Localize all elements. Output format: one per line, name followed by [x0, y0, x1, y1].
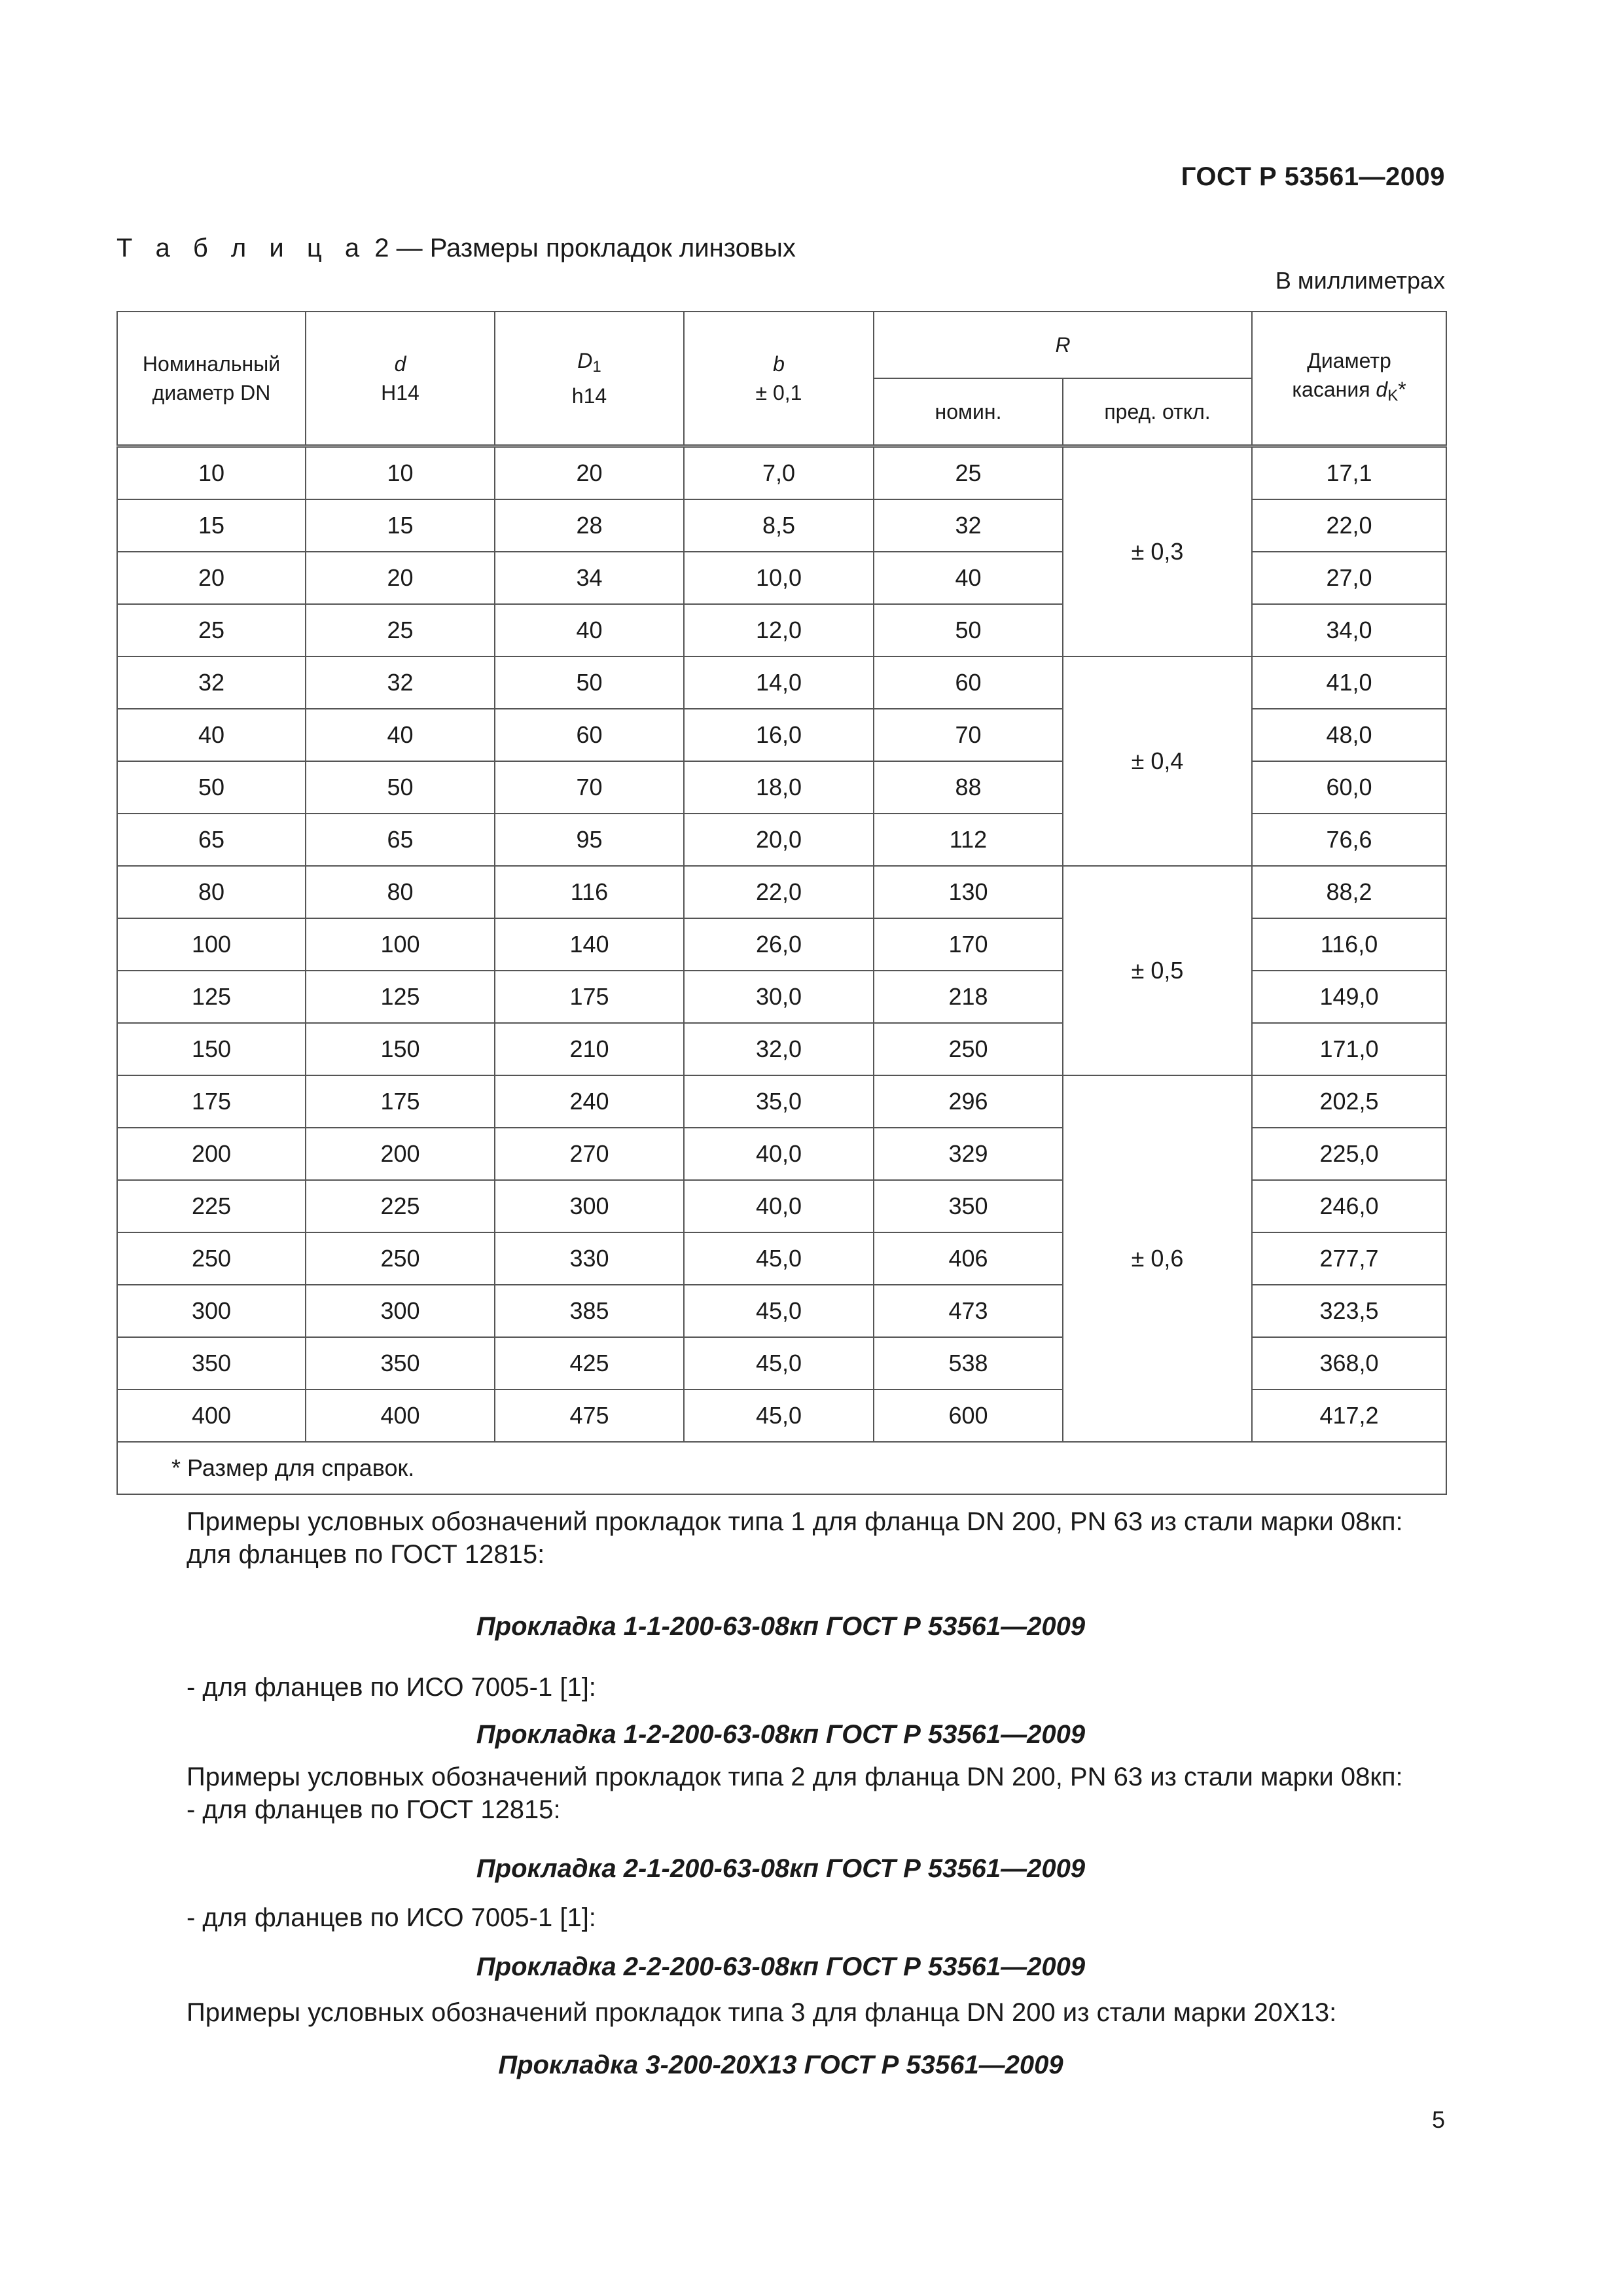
cell-b: 26,0 — [684, 918, 874, 971]
cell-dk: 17,1 — [1252, 446, 1446, 500]
cell-dn: 15 — [117, 499, 306, 552]
cell-dk: 368,0 — [1252, 1337, 1446, 1390]
cell-R-nominal: 25 — [874, 446, 1063, 500]
cell-dk: 76,6 — [1252, 814, 1446, 866]
cell-d: 65 — [306, 814, 495, 866]
cell-D1: 70 — [495, 761, 684, 814]
cell-b: 18,0 — [684, 761, 874, 814]
cell-D1: 385 — [495, 1285, 684, 1337]
cell-R-nominal: 170 — [874, 918, 1063, 971]
cell-D1: 28 — [495, 499, 684, 552]
cell-dn: 250 — [117, 1232, 306, 1285]
paragraph-iso-1: - для фланцев по ИСО 7005-1 [1]: — [187, 1673, 596, 1702]
header-b-tolerance: ± 0,1 — [755, 381, 802, 404]
units-label: В миллиметрах — [1275, 267, 1445, 294]
header-b — [684, 312, 874, 446]
table-body — [117, 446, 1446, 1443]
cell-dk: 202,5 — [1252, 1075, 1446, 1128]
paragraph-type2 — [187, 1761, 1445, 1826]
header-R-nominal: номин. — [874, 378, 1063, 446]
paragraph-iso-2: - для фланцев по ИСО 7005-1 [1]: — [187, 1903, 596, 1932]
cell-b: 45,0 — [684, 1285, 874, 1337]
header-d — [306, 312, 495, 446]
cell-D1: 140 — [495, 918, 684, 971]
cell-R-deviation: ± 0,6 — [1063, 1075, 1252, 1442]
cell-R-nominal: 60 — [874, 656, 1063, 709]
cell-D1: 425 — [495, 1337, 684, 1390]
cell-d: 150 — [306, 1023, 495, 1075]
cell-b: 30,0 — [684, 971, 874, 1023]
table-row — [117, 656, 1446, 709]
cell-D1: 475 — [495, 1390, 684, 1442]
cell-R-deviation: ± 0,5 — [1063, 866, 1252, 1075]
cell-dn: 300 — [117, 1285, 306, 1337]
cell-b: 10,0 — [684, 552, 874, 604]
cell-D1: 20 — [495, 446, 684, 500]
cell-d: 200 — [306, 1128, 495, 1180]
example-designation-2: Прокладка 1-2-200-63-08кп ГОСТ Р 53561—2009 — [476, 1720, 1086, 1749]
cell-b: 45,0 — [684, 1390, 874, 1442]
cell-d: 100 — [306, 918, 495, 971]
cell-D1: 175 — [495, 971, 684, 1023]
cell-b: 14,0 — [684, 656, 874, 709]
cell-R-nominal: 32 — [874, 499, 1063, 552]
cell-dk: 88,2 — [1252, 866, 1446, 918]
cell-dn: 10 — [117, 446, 306, 500]
cell-D1: 95 — [495, 814, 684, 866]
example-designation-3: Прокладка 2-1-200-63-08кп ГОСТ Р 53561—2009 — [476, 1854, 1086, 1883]
cell-dk: 225,0 — [1252, 1128, 1446, 1180]
cell-d: 20 — [306, 552, 495, 604]
header-contact-diameter — [1252, 312, 1446, 446]
paragraph-type1 — [187, 1505, 1445, 1571]
cell-D1: 270 — [495, 1128, 684, 1180]
cell-b: 22,0 — [684, 866, 874, 918]
header-dk-star: * — [1398, 378, 1406, 401]
cell-b: 7,0 — [684, 446, 874, 500]
cell-d: 10 — [306, 446, 495, 500]
cell-dn: 200 — [117, 1128, 306, 1180]
cell-b: 45,0 — [684, 1232, 874, 1285]
cell-d: 15 — [306, 499, 495, 552]
cell-dk: 116,0 — [1252, 918, 1446, 971]
standard-code: ГОСТ Р 53561—2009 — [1181, 162, 1445, 191]
cell-dn: 400 — [117, 1390, 306, 1442]
cell-R-nominal: 600 — [874, 1390, 1063, 1442]
cell-dk: 323,5 — [1252, 1285, 1446, 1337]
cell-dn: 40 — [117, 709, 306, 761]
header-R-deviation: пред. откл. — [1063, 378, 1252, 446]
cell-dk: 60,0 — [1252, 761, 1446, 814]
cell-R-nominal: 329 — [874, 1128, 1063, 1180]
cell-D1: 40 — [495, 604, 684, 656]
table-row — [117, 1075, 1446, 1128]
cell-d: 400 — [306, 1390, 495, 1442]
cell-dn: 350 — [117, 1337, 306, 1390]
cell-b: 20,0 — [684, 814, 874, 866]
cell-dk: 171,0 — [1252, 1023, 1446, 1075]
cell-b: 12,0 — [684, 604, 874, 656]
example-designation-1: Прокладка 1-1-200-63-08кп ГОСТ Р 53561—2009 — [476, 1612, 1086, 1641]
cell-R-nominal: 406 — [874, 1232, 1063, 1285]
cell-dn: 125 — [117, 971, 306, 1023]
cell-d: 50 — [306, 761, 495, 814]
paragraph-type1-line2: для фланцев по ГОСТ 12815: — [187, 1540, 545, 1569]
cell-b: 35,0 — [684, 1075, 874, 1128]
cell-d: 350 — [306, 1337, 495, 1390]
header-dk-subscript: K — [1387, 387, 1399, 404]
table-row — [117, 446, 1446, 500]
cell-R-deviation: ± 0,4 — [1063, 656, 1252, 866]
cell-D1: 116 — [495, 866, 684, 918]
table-footnote: * Размер для справок. — [117, 1442, 1446, 1494]
cell-R-nominal: 218 — [874, 971, 1063, 1023]
cell-R-nominal: 350 — [874, 1180, 1063, 1232]
header-R — [874, 312, 1252, 378]
header-b-symbol: b — [773, 352, 785, 376]
page-number: 5 — [1431, 2106, 1445, 2133]
cell-dk: 246,0 — [1252, 1180, 1446, 1232]
cell-d: 80 — [306, 866, 495, 918]
cell-b: 40,0 — [684, 1180, 874, 1232]
header-dk-line1: Диаметр — [1307, 349, 1391, 372]
cell-b: 8,5 — [684, 499, 874, 552]
cell-d: 32 — [306, 656, 495, 709]
cell-dk: 417,2 — [1252, 1390, 1446, 1442]
cell-dk: 22,0 — [1252, 499, 1446, 552]
cell-b: 45,0 — [684, 1337, 874, 1390]
cell-D1: 60 — [495, 709, 684, 761]
cell-d: 175 — [306, 1075, 495, 1128]
table-caption-title: 2 — Размеры прокладок линзовых — [367, 234, 796, 262]
cell-R-nominal: 70 — [874, 709, 1063, 761]
cell-dn: 225 — [117, 1180, 306, 1232]
header-D1 — [495, 312, 684, 446]
paragraph-type1-line1: Примеры условных обозначений прокладок типа 1 для фланца DN 200, PN 63 из стали марки 08кп: — [187, 1507, 1403, 1536]
header-dn-line2: диаметр DN — [152, 381, 271, 404]
cell-dn: 80 — [117, 866, 306, 918]
cell-d: 125 — [306, 971, 495, 1023]
cell-D1: 240 — [495, 1075, 684, 1128]
cell-dk: 48,0 — [1252, 709, 1446, 761]
cell-R-nominal: 50 — [874, 604, 1063, 656]
paragraph-type2-line2: - для фланцев по ГОСТ 12815: — [187, 1795, 561, 1824]
header-R-symbol: R — [1055, 333, 1071, 357]
header-d-symbol: d — [394, 352, 406, 376]
cell-D1: 50 — [495, 656, 684, 709]
cell-dk: 34,0 — [1252, 604, 1446, 656]
paragraph-type2-line1: Примеры условных обозначений прокладок типа 2 для фланца DN 200, PN 63 из стали марки 08кп: — [187, 1763, 1403, 1791]
cell-dk: 277,7 — [1252, 1232, 1446, 1285]
cell-b: 16,0 — [684, 709, 874, 761]
cell-R-nominal: 250 — [874, 1023, 1063, 1075]
cell-D1: 34 — [495, 552, 684, 604]
table-caption — [116, 234, 796, 263]
cell-d: 225 — [306, 1180, 495, 1232]
cell-dn: 50 — [117, 761, 306, 814]
cell-d: 250 — [306, 1232, 495, 1285]
table-caption-prefix: Т а б л и ц а — [116, 234, 368, 262]
cell-b: 32,0 — [684, 1023, 874, 1075]
cell-dn: 65 — [117, 814, 306, 866]
header-nominal-diameter — [117, 312, 306, 446]
paragraph-type3: Примеры условных обозначений прокладок типа 3 для фланца DN 200 из стали марки 20Х13: — [187, 1998, 1337, 2027]
cell-R-nominal: 88 — [874, 761, 1063, 814]
cell-R-nominal: 538 — [874, 1337, 1063, 1390]
cell-R-nominal: 112 — [874, 814, 1063, 866]
cell-R-deviation: ± 0,3 — [1063, 446, 1252, 657]
header-D1-subscript: 1 — [592, 358, 601, 376]
cell-D1: 210 — [495, 1023, 684, 1075]
header-dn-line1: Номинальный — [142, 352, 281, 376]
cell-D1: 300 — [495, 1180, 684, 1232]
header-dk-symbol: d — [1376, 378, 1388, 401]
cell-dn: 32 — [117, 656, 306, 709]
cell-dn: 100 — [117, 918, 306, 971]
table-row — [117, 866, 1446, 918]
cell-dn: 150 — [117, 1023, 306, 1075]
header-dk-line2: касания — [1292, 378, 1370, 401]
cell-R-nominal: 130 — [874, 866, 1063, 918]
example-designation-5: Прокладка 3-200-20Х13 ГОСТ Р 53561—2009 — [498, 2051, 1063, 2079]
cell-dn: 25 — [117, 604, 306, 656]
cell-R-nominal: 473 — [874, 1285, 1063, 1337]
cell-b: 40,0 — [684, 1128, 874, 1180]
cell-d: 300 — [306, 1285, 495, 1337]
cell-dk: 149,0 — [1252, 971, 1446, 1023]
cell-D1: 330 — [495, 1232, 684, 1285]
dimensions-table — [116, 311, 1447, 1495]
cell-R-nominal: 296 — [874, 1075, 1063, 1128]
header-D1-tolerance: h14 — [571, 384, 607, 408]
cell-d: 25 — [306, 604, 495, 656]
cell-dn: 20 — [117, 552, 306, 604]
example-designation-4: Прокладка 2-2-200-63-08кп ГОСТ Р 53561—2009 — [476, 1952, 1086, 1981]
cell-d: 40 — [306, 709, 495, 761]
cell-dk: 27,0 — [1252, 552, 1446, 604]
header-d-tolerance: H14 — [381, 381, 419, 404]
cell-dn: 175 — [117, 1075, 306, 1128]
header-D1-symbol: D — [577, 349, 593, 372]
cell-dk: 41,0 — [1252, 656, 1446, 709]
cell-R-nominal: 40 — [874, 552, 1063, 604]
